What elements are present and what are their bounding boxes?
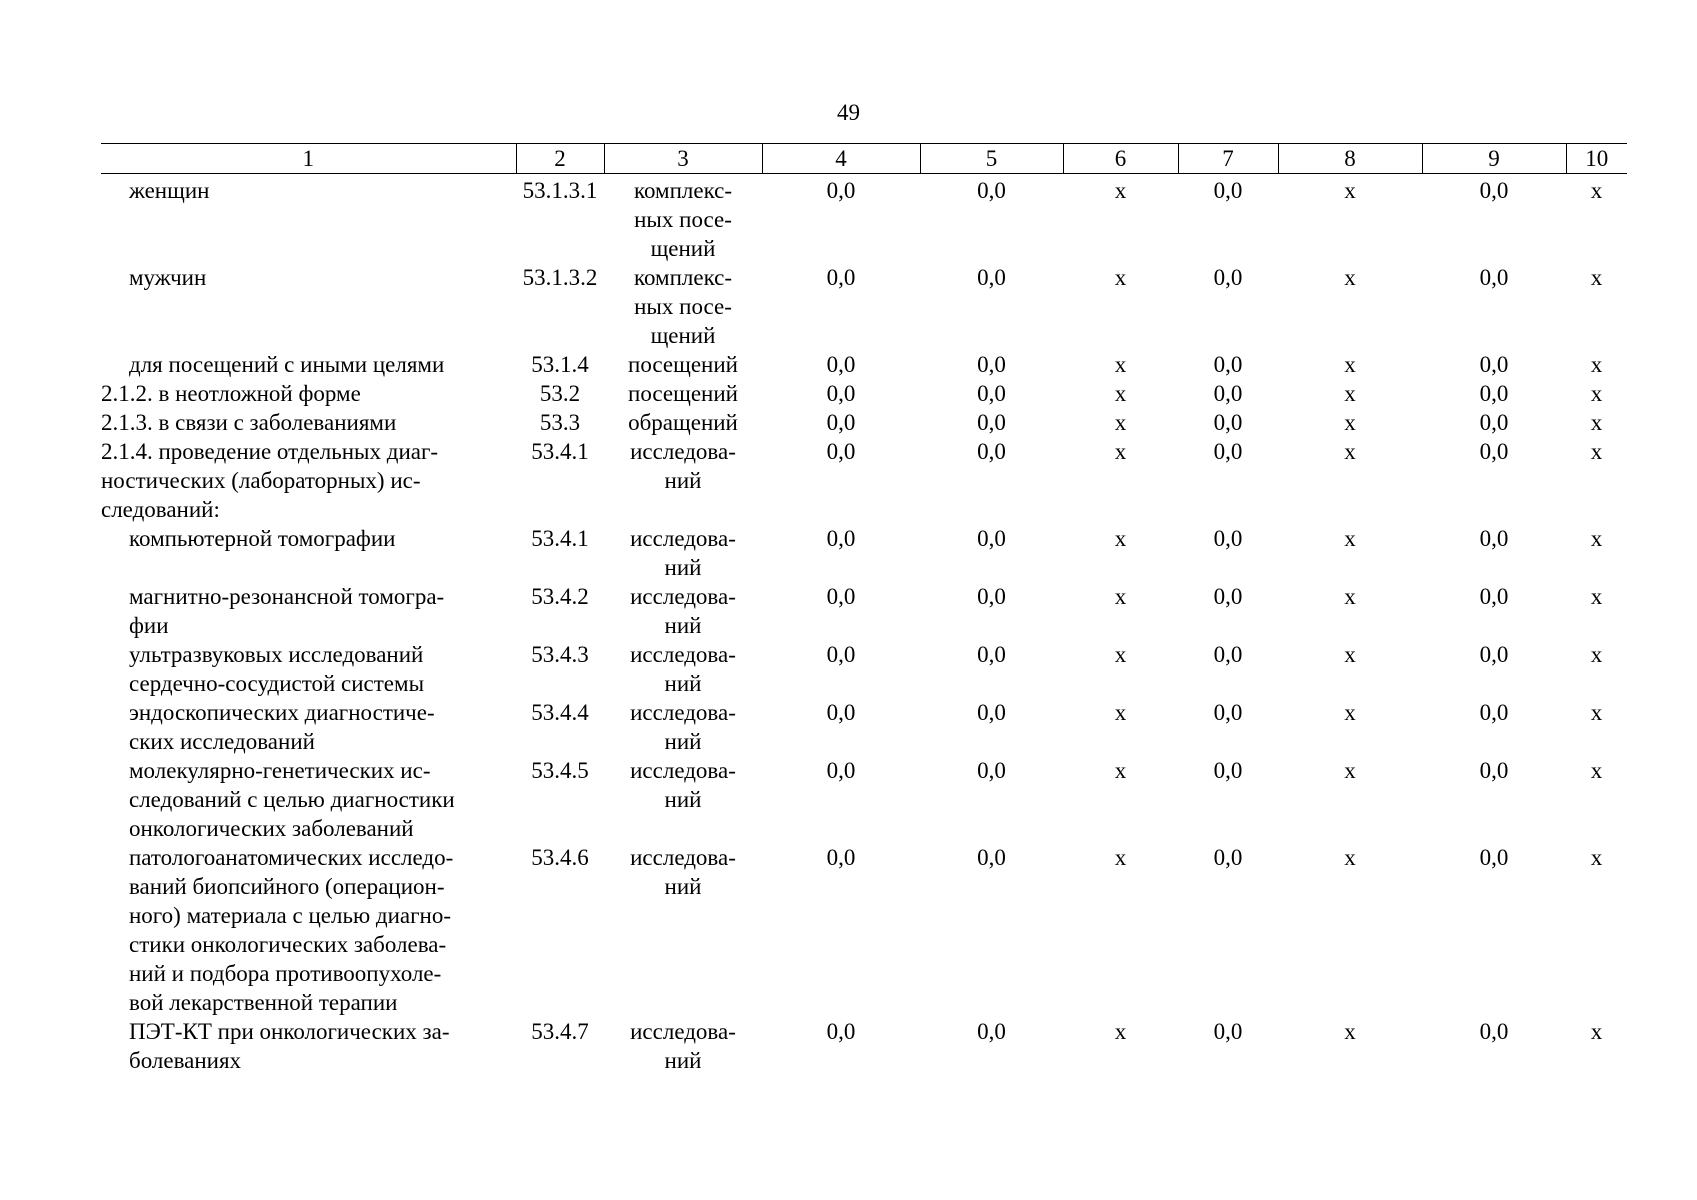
value-col7-cell <box>1178 379 1278 408</box>
value-col10: х <box>1590 642 1603 667</box>
value-col6-cell <box>1063 1017 1178 1075</box>
row-name-cell <box>101 698 516 756</box>
row-code-cell <box>516 379 604 408</box>
value-col9-cell <box>1422 379 1566 408</box>
value-col9: 0,0 <box>1479 178 1509 203</box>
row-unit-cell <box>604 437 762 524</box>
value-col8: х <box>1344 439 1356 464</box>
value-col5-cell <box>920 843 1063 1017</box>
row-code-cell <box>516 437 604 524</box>
table-row <box>101 640 1627 698</box>
table-row <box>101 263 1627 350</box>
value-col7: 0,0 <box>1213 642 1243 667</box>
value-col6: х <box>1114 526 1127 551</box>
value-col6-cell <box>1063 263 1178 350</box>
value-col9: 0,0 <box>1479 381 1509 406</box>
value-col8-cell <box>1278 1017 1422 1075</box>
row-unit-cell <box>604 524 762 582</box>
value-col7-cell <box>1178 756 1278 843</box>
value-col5: 0,0 <box>977 410 1006 435</box>
table-body <box>101 174 1627 1076</box>
value-col7: 0,0 <box>1213 845 1243 870</box>
row-name-cell <box>101 408 516 437</box>
value-col7-cell <box>1178 174 1278 264</box>
value-col8-cell <box>1278 350 1422 379</box>
value-col8: х <box>1344 758 1356 783</box>
value-col9-cell <box>1422 524 1566 582</box>
row-unit: исследова- ний <box>630 700 736 754</box>
value-col7-cell <box>1178 408 1278 437</box>
value-col4-cell <box>762 408 920 437</box>
row-unit-cell <box>604 408 762 437</box>
value-col8: х <box>1344 381 1356 406</box>
value-col4-cell <box>762 698 920 756</box>
value-col9: 0,0 <box>1479 526 1509 551</box>
value-col7: 0,0 <box>1213 758 1243 783</box>
value-col8-cell <box>1278 437 1422 524</box>
row-name-cell <box>101 640 516 698</box>
value-col5: 0,0 <box>977 178 1006 203</box>
value-col5-cell <box>920 174 1063 264</box>
row-name: патологоанатомических исследо- ваний биопсийного (операцион- ного) материала с целью диагно- стики онкологических заболева- ний и подбора противоопухоле- вой лекарственной терапии <box>129 845 454 1015</box>
value-col5-cell <box>920 408 1063 437</box>
value-col10-cell <box>1566 263 1627 350</box>
value-col10: х <box>1590 178 1603 203</box>
value-col10: х <box>1590 700 1603 725</box>
row-name: 2.1.4. проведение отдельных диаг- ностических (лабораторных) ис- следований: <box>101 439 439 522</box>
column-header: 5 <box>920 144 1063 174</box>
value-col6: х <box>1114 584 1127 609</box>
value-col10-cell <box>1566 408 1627 437</box>
value-col7-cell <box>1178 263 1278 350</box>
value-col8-cell <box>1278 756 1422 843</box>
column-header: 8 <box>1278 144 1422 174</box>
value-col6: х <box>1114 439 1127 464</box>
row-unit-cell <box>604 263 762 350</box>
value-col9: 0,0 <box>1479 439 1509 464</box>
row-code: 53.4.7 <box>531 1019 589 1044</box>
row-code-cell <box>516 1017 604 1075</box>
value-col4-cell <box>762 756 920 843</box>
value-col5-cell <box>920 1017 1063 1075</box>
row-name: 2.1.2. в неотложной форме <box>101 381 361 406</box>
row-name: эндоскопических диагностиче- ских исследований <box>129 700 435 754</box>
value-col5: 0,0 <box>977 845 1006 870</box>
value-col8: х <box>1344 700 1356 725</box>
row-code: 53.4.5 <box>531 758 589 783</box>
value-col5: 0,0 <box>977 584 1006 609</box>
value-col7: 0,0 <box>1213 410 1243 435</box>
row-code: 53.2 <box>539 381 581 406</box>
value-col9: 0,0 <box>1479 700 1509 725</box>
value-col9: 0,0 <box>1479 410 1509 435</box>
value-col4: 0,0 <box>826 1019 856 1044</box>
row-code-cell <box>516 698 604 756</box>
value-col5-cell <box>920 698 1063 756</box>
value-col7-cell <box>1178 698 1278 756</box>
column-header: 1 <box>101 144 516 174</box>
value-col9: 0,0 <box>1479 1019 1509 1044</box>
row-unit: обращений <box>628 410 738 435</box>
row-code-cell <box>516 756 604 843</box>
value-col6: х <box>1114 178 1127 203</box>
table-row <box>101 408 1627 437</box>
value-col6: х <box>1114 758 1127 783</box>
page-number: 49 <box>837 100 860 125</box>
value-col9-cell <box>1422 843 1566 1017</box>
value-col4-cell <box>762 437 920 524</box>
value-col4-cell <box>762 582 920 640</box>
row-unit-cell <box>604 1017 762 1075</box>
value-col9-cell <box>1422 437 1566 524</box>
value-col4-cell <box>762 350 920 379</box>
row-code-cell <box>516 408 604 437</box>
value-col4-cell <box>762 263 920 350</box>
value-col10-cell <box>1566 843 1627 1017</box>
value-col8-cell <box>1278 524 1422 582</box>
table-row <box>101 756 1627 843</box>
value-col8-cell <box>1278 843 1422 1017</box>
row-name: мужчин <box>129 265 207 290</box>
value-col7: 0,0 <box>1213 439 1243 464</box>
value-col6: х <box>1114 700 1127 725</box>
value-col4-cell <box>762 174 920 264</box>
value-col7-cell <box>1178 524 1278 582</box>
row-code-cell <box>516 843 604 1017</box>
value-col7: 0,0 <box>1213 526 1243 551</box>
row-code: 53.1.3.2 <box>522 265 598 290</box>
row-code: 53.4.1 <box>531 526 589 551</box>
row-code: 53.1.4 <box>531 352 589 377</box>
row-unit: исследова- ний <box>630 526 736 580</box>
value-col4: 0,0 <box>826 526 856 551</box>
value-col9: 0,0 <box>1479 845 1509 870</box>
value-col5: 0,0 <box>977 700 1006 725</box>
value-col9-cell <box>1422 408 1566 437</box>
value-col9-cell <box>1422 698 1566 756</box>
value-col5: 0,0 <box>977 642 1006 667</box>
data-table <box>101 143 1627 1075</box>
row-code-cell <box>516 350 604 379</box>
row-name-cell <box>101 174 516 264</box>
value-col7: 0,0 <box>1213 700 1243 725</box>
value-col6-cell <box>1063 582 1178 640</box>
row-unit: исследова- ний <box>630 758 736 812</box>
value-col5-cell <box>920 437 1063 524</box>
value-col4: 0,0 <box>826 439 856 464</box>
value-col5-cell <box>920 524 1063 582</box>
row-unit: исследова- ний <box>630 439 736 493</box>
row-code: 53.1.3.1 <box>522 178 598 203</box>
value-col9-cell <box>1422 263 1566 350</box>
value-col10: х <box>1590 265 1603 290</box>
row-name-cell <box>101 756 516 843</box>
value-col8: х <box>1344 584 1356 609</box>
row-name-cell <box>101 263 516 350</box>
value-col4: 0,0 <box>826 845 856 870</box>
value-col7-cell <box>1178 843 1278 1017</box>
value-col7: 0,0 <box>1213 1019 1243 1044</box>
value-col4: 0,0 <box>826 410 856 435</box>
value-col6: х <box>1114 410 1127 435</box>
value-col10-cell <box>1566 1017 1627 1075</box>
row-code: 53.4.3 <box>531 642 589 667</box>
value-col10-cell <box>1566 379 1627 408</box>
value-col7-cell <box>1178 1017 1278 1075</box>
row-name-cell <box>101 524 516 582</box>
value-col5: 0,0 <box>977 439 1006 464</box>
value-col8: х <box>1344 1019 1356 1044</box>
row-name-cell <box>101 1017 516 1075</box>
value-col4: 0,0 <box>826 265 856 290</box>
row-unit: исследова- ний <box>630 845 736 899</box>
column-header: 10 <box>1566 144 1627 174</box>
value-col9-cell <box>1422 350 1566 379</box>
value-col10-cell <box>1566 174 1627 264</box>
row-unit-cell <box>604 756 762 843</box>
value-col10: х <box>1590 410 1603 435</box>
row-unit: исследова- ний <box>630 1019 736 1073</box>
value-col6: х <box>1114 381 1127 406</box>
value-col6-cell <box>1063 174 1178 264</box>
value-col6-cell <box>1063 408 1178 437</box>
value-col6-cell <box>1063 843 1178 1017</box>
value-col4: 0,0 <box>826 700 856 725</box>
value-col10: х <box>1590 845 1603 870</box>
row-name: молекулярно-генетических ис- следований с целью диагностики онкологических заболеваний <box>129 758 455 841</box>
value-col10-cell <box>1566 350 1627 379</box>
row-code-cell <box>516 174 604 264</box>
value-col8-cell <box>1278 698 1422 756</box>
value-col5-cell <box>920 756 1063 843</box>
value-col10-cell <box>1566 582 1627 640</box>
value-col9: 0,0 <box>1479 265 1509 290</box>
row-code: 53.4.1 <box>531 439 589 464</box>
value-col10: х <box>1590 758 1603 783</box>
value-col10-cell <box>1566 640 1627 698</box>
value-col10: х <box>1590 352 1603 377</box>
value-col5: 0,0 <box>977 1019 1006 1044</box>
value-col8: х <box>1344 410 1356 435</box>
row-name: ультразвуковых исследований сердечно-сосудистой системы <box>129 642 425 696</box>
row-name-cell <box>101 582 516 640</box>
row-name: магнитно-резонансной томогра- фии <box>129 584 445 638</box>
value-col5-cell <box>920 640 1063 698</box>
row-name-cell <box>101 843 516 1017</box>
value-col5: 0,0 <box>977 352 1006 377</box>
value-col9-cell <box>1422 1017 1566 1075</box>
column-header: 6 <box>1063 144 1178 174</box>
row-code: 53.4.2 <box>531 584 589 609</box>
table-row <box>101 437 1627 524</box>
row-unit-cell <box>604 379 762 408</box>
value-col8: х <box>1344 265 1356 290</box>
row-code-cell <box>516 524 604 582</box>
row-name: 2.1.3. в связи с заболеваниями <box>101 410 397 435</box>
table-row <box>101 174 1627 264</box>
value-col6-cell <box>1063 437 1178 524</box>
column-number-header-row <box>101 144 1627 174</box>
row-code-cell <box>516 263 604 350</box>
value-col6-cell <box>1063 640 1178 698</box>
table-row <box>101 698 1627 756</box>
value-col8: х <box>1344 642 1356 667</box>
value-col6-cell <box>1063 524 1178 582</box>
value-col4-cell <box>762 843 920 1017</box>
table-row <box>101 843 1627 1017</box>
row-code-cell <box>516 582 604 640</box>
value-col4: 0,0 <box>826 381 856 406</box>
row-unit: посещений <box>628 381 738 406</box>
value-col8-cell <box>1278 379 1422 408</box>
value-col8-cell <box>1278 408 1422 437</box>
row-unit: исследова- ний <box>630 584 736 638</box>
value-col6: х <box>1114 642 1127 667</box>
row-unit-cell <box>604 698 762 756</box>
row-code: 53.4.6 <box>531 845 589 870</box>
row-unit: комплекс- ных посе- щений <box>633 265 733 348</box>
value-col10: х <box>1590 584 1603 609</box>
value-col4: 0,0 <box>826 758 856 783</box>
column-header: 9 <box>1422 144 1566 174</box>
value-col5-cell <box>920 379 1063 408</box>
value-col7-cell <box>1178 350 1278 379</box>
value-col9-cell <box>1422 582 1566 640</box>
value-col5-cell <box>920 582 1063 640</box>
row-name-cell <box>101 379 516 408</box>
value-col4-cell <box>762 524 920 582</box>
value-col5: 0,0 <box>977 265 1006 290</box>
value-col4: 0,0 <box>826 642 856 667</box>
value-col9: 0,0 <box>1479 642 1509 667</box>
row-name: женщин <box>129 178 210 203</box>
value-col8: х <box>1344 178 1356 203</box>
value-col7-cell <box>1178 582 1278 640</box>
value-col7: 0,0 <box>1213 178 1243 203</box>
row-code: 53.3 <box>539 410 581 435</box>
table-row <box>101 350 1627 379</box>
row-name: ПЭТ-КТ при онкологических за- болеваниях <box>129 1019 450 1073</box>
value-col9: 0,0 <box>1479 758 1509 783</box>
value-col6: х <box>1114 845 1127 870</box>
row-unit-cell <box>604 350 762 379</box>
value-col6: х <box>1114 352 1127 377</box>
table-row <box>101 379 1627 408</box>
value-col7: 0,0 <box>1213 381 1243 406</box>
value-col10: х <box>1590 526 1603 551</box>
table-row <box>101 582 1627 640</box>
value-col10-cell <box>1566 437 1627 524</box>
value-col6-cell <box>1063 350 1178 379</box>
row-unit: исследова- ний <box>630 642 736 696</box>
value-col8-cell <box>1278 582 1422 640</box>
value-col8-cell <box>1278 263 1422 350</box>
value-col7-cell <box>1178 437 1278 524</box>
row-code: 53.4.4 <box>531 700 589 725</box>
value-col6-cell <box>1063 379 1178 408</box>
value-col8: х <box>1344 526 1356 551</box>
value-col8: х <box>1344 845 1356 870</box>
value-col8-cell <box>1278 174 1422 264</box>
value-col5: 0,0 <box>977 526 1006 551</box>
row-code-cell <box>516 640 604 698</box>
row-name-cell <box>101 437 516 524</box>
row-name: компьютерной томографии <box>129 526 396 551</box>
value-col4-cell <box>762 1017 920 1075</box>
value-col5-cell <box>920 350 1063 379</box>
value-col8: х <box>1344 352 1356 377</box>
value-col5: 0,0 <box>977 758 1006 783</box>
value-col4: 0,0 <box>826 352 856 377</box>
column-header: 2 <box>516 144 604 174</box>
row-unit-cell <box>604 174 762 264</box>
value-col5: 0,0 <box>977 381 1006 406</box>
value-col9-cell <box>1422 756 1566 843</box>
column-header: 7 <box>1178 144 1278 174</box>
value-col6: х <box>1114 265 1127 290</box>
row-unit: комплекс- ных посе- щений <box>633 178 733 261</box>
value-col10: х <box>1590 381 1603 406</box>
value-col5-cell <box>920 263 1063 350</box>
value-col6-cell <box>1063 756 1178 843</box>
value-col4: 0,0 <box>826 584 856 609</box>
value-col4-cell <box>762 640 920 698</box>
value-col10: х <box>1590 1019 1603 1044</box>
value-col8-cell <box>1278 640 1422 698</box>
table-row <box>101 1017 1627 1075</box>
row-unit-cell <box>604 843 762 1017</box>
value-col7-cell <box>1178 640 1278 698</box>
value-col10-cell <box>1566 524 1627 582</box>
value-col10-cell <box>1566 698 1627 756</box>
value-col7: 0,0 <box>1213 265 1243 290</box>
value-col9-cell <box>1422 640 1566 698</box>
value-col7: 0,0 <box>1213 584 1243 609</box>
value-col4-cell <box>762 379 920 408</box>
value-col10-cell <box>1566 756 1627 843</box>
table-row <box>101 524 1627 582</box>
row-unit-cell <box>604 640 762 698</box>
value-col9-cell <box>1422 174 1566 264</box>
value-col9: 0,0 <box>1479 584 1509 609</box>
row-name-cell <box>101 350 516 379</box>
value-col6-cell <box>1063 698 1178 756</box>
value-col9: 0,0 <box>1479 352 1509 377</box>
value-col10: х <box>1590 439 1603 464</box>
column-header: 3 <box>604 144 762 174</box>
row-unit-cell <box>604 582 762 640</box>
row-name: для посещений с иными целями <box>129 352 445 377</box>
column-header: 4 <box>762 144 920 174</box>
value-col7: 0,0 <box>1213 352 1243 377</box>
value-col4: 0,0 <box>826 178 856 203</box>
row-unit: посещений <box>628 352 738 377</box>
value-col6: х <box>1114 1019 1127 1044</box>
